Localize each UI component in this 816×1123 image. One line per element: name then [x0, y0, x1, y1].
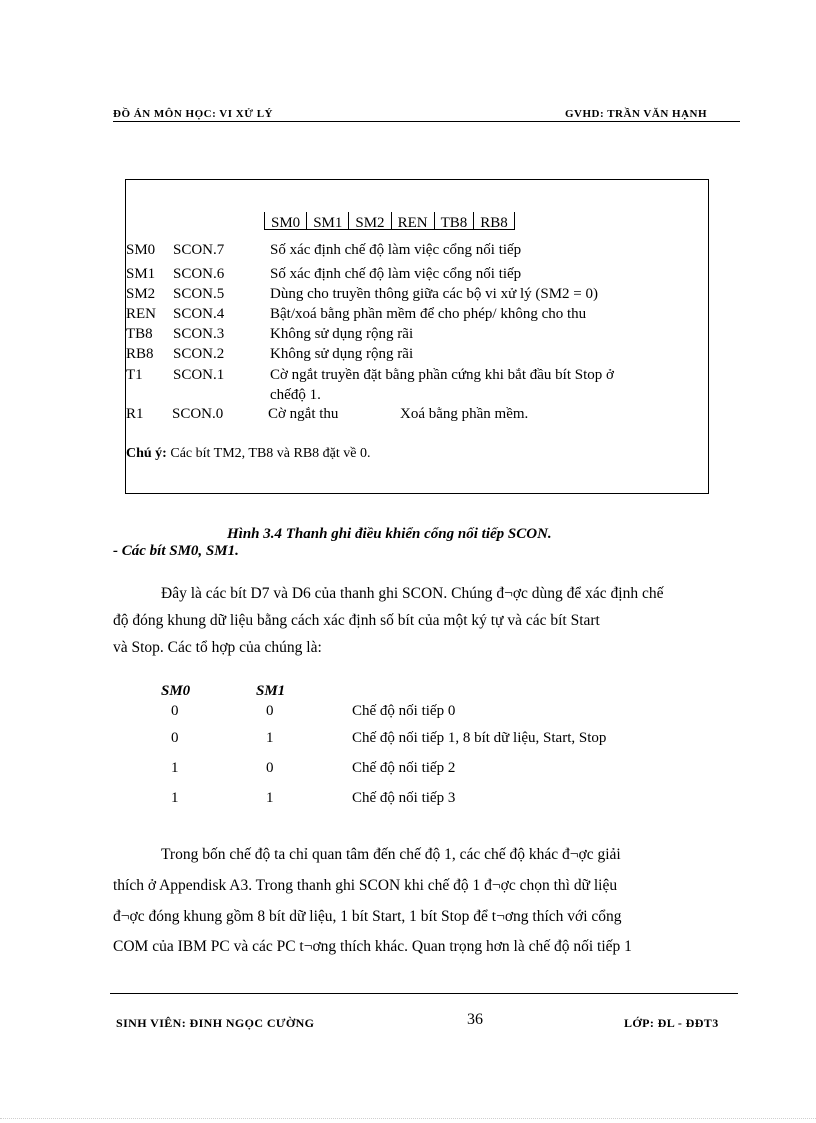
- bit-name: T1: [126, 367, 143, 383]
- mode-description: Chế độ nối tiếp 0: [352, 703, 456, 719]
- bit-description: Số xác định chế độ làm việc cổng nối tiếp: [270, 266, 522, 282]
- mode-description: Chế độ nối tiếp 3: [352, 790, 456, 806]
- bit-position: SCON.7: [173, 242, 225, 258]
- bit-description: Bật/xoá bằng phần mềm để cho phép/ không cho thu: [270, 306, 587, 322]
- section-title: - Các bít SM0, SM1.: [113, 543, 239, 559]
- footer-student: SINH VIÊN: ĐINH NGỌC CƯỜNG: [116, 1016, 315, 1030]
- bit-name: R1: [126, 406, 144, 422]
- mode-description: Chế độ nối tiếp 2: [352, 760, 456, 776]
- bit-description-continued: chếđộ 1.: [270, 387, 321, 403]
- footer-class: LỚP: ĐL - ĐĐT3: [624, 1016, 719, 1030]
- register-bit-cell: REN: [392, 212, 435, 229]
- mode-sm0-value: 1: [171, 760, 179, 776]
- mode-sm0-value: 0: [171, 730, 179, 746]
- register-bit-cell: SM1: [307, 212, 349, 229]
- paragraph-line: thích ở Appendisk A3. Trong thanh ghi SCON khi chế độ 1 đ¬ợc chọn thì dữ liệu: [113, 877, 618, 894]
- bit-name: RB8: [126, 346, 154, 362]
- bit-description: Số xác định chế độ làm việc cổng nối tiếp: [270, 242, 522, 258]
- bit-name: SM1: [126, 266, 156, 282]
- register-bit-cell: SM0: [265, 212, 307, 229]
- mode-row: [171, 730, 671, 750]
- note-label: Chú ý:: [126, 446, 167, 461]
- bit-name: TB8: [126, 326, 153, 342]
- mode-description: Chế độ nối tiếp 1, 8 bít dữ liệu, Start, Stop: [352, 730, 607, 746]
- bit-position: SCON.6: [173, 266, 225, 282]
- bit-position: SCON.0: [172, 406, 224, 422]
- paragraph-line: và Stop. Các tổ hợp của chúng là:: [113, 639, 322, 656]
- mode-sm1-value: 1: [266, 790, 274, 806]
- mode-sm0-value: 0: [171, 703, 179, 719]
- bit-description: Không sử dụng rộng rãi: [270, 346, 414, 362]
- paragraph-line: COM của IBM PC và các PC t¬ơng thích khác. Quan trọng hơn là chế độ nối tiếp 1: [113, 938, 632, 955]
- bit-description: Cờ ngắt thu: [268, 406, 339, 422]
- bit-position: SCON.3: [173, 326, 225, 342]
- mode-sm0-value: 1: [171, 790, 179, 806]
- page-edge-dotted-line: [0, 1118, 816, 1119]
- mode-header-sm0: SM0: [161, 683, 191, 699]
- register-bit-cells: [264, 212, 515, 230]
- bit-name: SM0: [126, 242, 156, 258]
- bit-description: Dùng cho truyền thông giữa các bộ vi xử lý (SM2 = 0): [270, 286, 599, 302]
- register-bit-cell: SM2: [349, 212, 391, 229]
- bit-description-extra: Xoá bằng phần mềm.: [400, 406, 529, 422]
- bit-description: Không sử dụng rộng rãi: [270, 326, 414, 342]
- bit-name: SM2: [126, 286, 156, 302]
- mode-row: [171, 760, 671, 780]
- mode-row: [171, 703, 671, 723]
- note-text: Các bít TM2, TB8 và RB8 đặt về 0.: [170, 446, 371, 461]
- figure-caption: Hình 3.4 Thanh ghi điều khiển cổng nối tiếp SCON.: [227, 526, 552, 542]
- mode-row: [171, 790, 671, 810]
- register-note: [126, 446, 371, 462]
- bit-position: SCON.2: [173, 346, 225, 362]
- mode-header-sm1: SM1: [256, 683, 286, 699]
- paragraph-line: đ¬ợc đóng khung gồm 8 bít dữ liệu, 1 bít Start, 1 bít Stop để t¬ơng thích với cổng: [113, 908, 622, 925]
- register-bit-cell: TB8: [435, 212, 475, 229]
- bit-position: SCON.4: [173, 306, 225, 322]
- bit-position: SCON.1: [173, 367, 225, 383]
- bit-position: SCON.5: [173, 286, 225, 302]
- mode-sm1-value: 1: [266, 730, 274, 746]
- header-rule: [113, 121, 740, 122]
- register-bit-cell: RB8: [480, 215, 508, 229]
- bit-description: Cờ ngắt truyền đặt bằng phần cứng khi bắt đầu bít Stop ở: [270, 367, 614, 383]
- bit-name: REN: [126, 306, 156, 322]
- paragraph-line: Trong bốn chế độ ta chỉ quan tâm đến chế độ 1, các chế độ khác đ¬ợc giải: [161, 846, 621, 863]
- page-number: 36: [467, 1011, 483, 1028]
- mode-sm1-value: 0: [266, 703, 274, 719]
- header-left: ĐỒ ÁN MÔN HỌC: VI XỬ LÝ: [113, 108, 273, 120]
- mode-sm1-value: 0: [266, 760, 274, 776]
- header-right: GVHD: TRẦN VĂN HẠNH: [565, 108, 708, 120]
- paragraph-line: độ đóng khung dữ liệu bằng cách xác định số bít của một ký tự và các bít Start: [113, 612, 600, 629]
- paragraph-line: Đây là các bít D7 và D6 của thanh ghi SCON. Chúng đ¬ợc dùng để xác định chế: [161, 585, 664, 602]
- footer-rule: [110, 993, 738, 994]
